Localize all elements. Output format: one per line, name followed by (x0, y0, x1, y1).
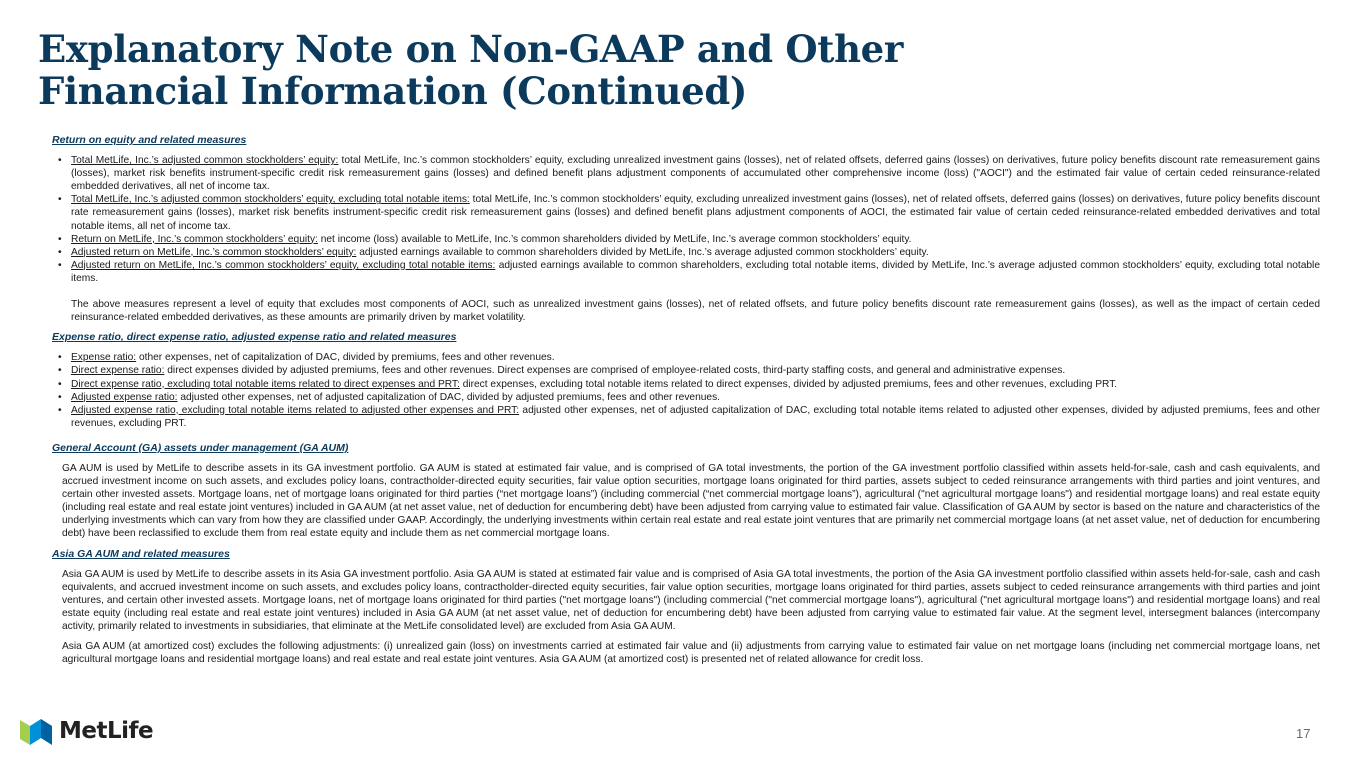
definition: direct expenses, excluding total notable items related to direct expenses, divided by adjusted premiums, fees and other revenues, excluding PRT. (459, 378, 1118, 390)
term: Adjusted expense ratio, excluding total notable items related to adjusted other expenses and PRT: (71, 404, 520, 416)
logo-text: MetLife (59, 717, 154, 744)
list-item (52, 233, 1320, 246)
list-item (52, 193, 1320, 232)
list-item (52, 154, 1320, 193)
section-expense-ratio (52, 331, 1320, 430)
list-item (52, 391, 1320, 404)
definition: adjusted earnings available to common shareholders, excluding total notable items, divided by MetLife, Inc.’s average adjusted common stockholders’ equity, excluding total notable items. (71, 259, 1320, 284)
term: Total MetLife, Inc.’s adjusted common stockholders’ equity: (71, 155, 339, 167)
definition: total MetLife, Inc.’s common stockholders’ equity, excluding unrealized investment gains (losses), net of related offsets, deferred gains (losses) on derivatives, future policy benefits discount rate remeasurement gains (losses), market risk benefits instrument-specific credit risk remeasurement gains (losses) and defined benefit plans adjustment components of accumulated other comprehensive income (loss) ("AOCI") and the estimated fair value of certain ceded reinsurance-related embedded derivatives, all net of income tax. (71, 155, 1320, 193)
definition: adjusted earnings available to common shareholders divided by MetLife, Inc.’s average adjusted common stockholders’ equity. (356, 246, 929, 258)
definition: direct expenses divided by adjusted premiums, fees and other revenues. Direct expenses are comprised of employee-related costs, third-party staffing costs, and general and administrative expenses. (164, 365, 1066, 377)
content-body (52, 134, 1320, 673)
section-heading: Asia GA AUM and related measures (52, 547, 230, 560)
title-line-2: Financial Information (Continued) (38, 69, 748, 113)
section-note: The above measures represent a level of equity that excludes most components of AOCI, such as unrealized investment gains (losses), net of related offsets, and future policy benefits discount rate remeasurement gains (losses), as well as the impact of certain ceded reinsurance-related embedded derivatives, as these amounts are primarily driven by market volatility. (71, 299, 1320, 324)
term: Return on MetLife, Inc.’s common stockholders’ equity: (71, 233, 318, 245)
term: Direct expense ratio, excluding total notable items related to direct expenses and PRT: (71, 378, 460, 390)
list-item (52, 259, 1320, 285)
term: Adjusted return on MetLife, Inc.’s common stockholders’ equity, excluding total notable items: (71, 259, 496, 271)
page-number: 17 (1296, 726, 1311, 741)
list-item (52, 378, 1320, 391)
metlife-logo-icon (20, 716, 52, 745)
section-heading: Expense ratio, direct expense ratio, adjusted expense ratio and related measures (52, 331, 457, 344)
definition: other expenses, net of capitalization of DAC, divided by premiums, fees and other revenues. (136, 352, 555, 364)
section-heading: General Account (GA) assets under management (GA AUM) (52, 441, 349, 454)
list-item (52, 364, 1320, 377)
term: Adjusted return on MetLife, Inc.’s common stockholders’ equity: (71, 246, 357, 258)
term: Direct expense ratio: (71, 365, 165, 377)
definition: adjusted other expenses, net of adjusted capitalization of DAC, excluding total notable items related to adjusted other expenses, divided by adjusted premiums, fees and other revenues, excluding PRT. (71, 404, 1320, 429)
section-asia-ga-aum (52, 548, 1320, 667)
definition: net income (loss) available to MetLife, Inc.’s common shareholders divided by MetLife, Inc.’s average common stockholders’ equity. (317, 233, 912, 245)
page-title (38, 28, 1138, 112)
list-item (52, 404, 1320, 430)
metlife-logo (20, 716, 153, 745)
definition: adjusted other expenses, net of adjusted capitalization of DAC, divided by adjusted premiums, fees and other revenues. (177, 391, 721, 403)
section-paragraph: GA AUM is used by MetLife to describe assets in its GA investment portfolio. GA AUM is stated at estimated fair value, and is comprised of GA total investments, the portion of the GA investment portfolio classified within assets held-for-sale, cash and cash equivalents, and accrued investment income on such assets, and excludes policy loans, contractholder-directed equity securities, fair value option securities, mortgage loans originated for third parties, assets subject to ceded reinsurance arrangements with third parties and joint ventures, and certain other invested assets. Mortgage loans, net of mortgage loans originated for third parties (“net mortgage loans”) (including commercial (“net commercial mortgage loans”), agricultural ("net agricultural mortgage loans") and residential mortgage loans) and real estate equity (including real estate and real estate joint ventures) included in GA AUM (at net asset value, net of deduction for encumbering debt) have been adjusted from carrying value to estimated fair value. Classification of GA AUM by sector is based on the nature and characteristics of the underlying investments which can vary from how they are classified under GAAP. Accordingly, the underlying investments within certain real estate and real estate joint ventures that are primarily net commercial mortgage loans (at net asset value, net of deduction for encumbering debt) have been reclassified to exclude them from real estate equity and include them as net commercial mortgage loans. (62, 462, 1320, 540)
section-ga-aum (52, 442, 1320, 541)
definition: total MetLife, Inc.’s common stockholders’ equity, excluding unrealized investment gains (losses), net of related offsets, deferred gains (losses) on derivatives, future policy benefits discount rate remeasurement gains (losses), market risk benefits instrument-specific credit risk remeasurement gains (losses) and defined benefit plans adjustment components of AOCI, the estimated fair value of certain ceded reinsurance-related embedded derivatives and total notable items, all net of income tax. (71, 194, 1320, 232)
list-item (52, 246, 1320, 259)
term: Expense ratio: (71, 352, 137, 364)
list-item (52, 351, 1320, 364)
section-paragraph: Asia GA AUM is used by MetLife to describe assets in its Asia GA investment portfolio. Asia GA AUM is stated at estimated fair value and is comprised of Asia GA total investments, the portion of the Asia GA investment portfolio classified within assets held-for-sale, cash and cash equivalents, and accrued investment income on such assets, and excludes policy loans, contractholder-directed equity securities, fair value option securities, mortgage loans originated for third parties, assets subject to ceded reinsurance arrangements with third parties and joint ventures, and certain other invested assets. Mortgage loans, net of mortgage loans originated for third parties ("net mortgage loans") (including commercial ("net commercial mortgage loans"), agricultural ("net agricultural mortgage loans") and residential mortgage loans) and real estate equity (including real estate and real estate joint ventures) included in Asia GA AUM (at net asset value, net of deduction for encumbering debt) have been adjusted from carrying value to estimated fair value. At the segment level, intersegment balances (intercompany activity, primarily related to investments in subsidiaries, that eliminate at the MetLife consolidated level) are excluded from Asia GA AUM. (62, 568, 1320, 632)
section-paragraph: Asia GA AUM (at amortized cost) excludes the following adjustments: (i) unrealized gain (loss) on investments carried at estimated fair value and (ii) adjustments from carrying value to estimated fair value on net mortgage loans (including net commercial mortgage loans, net agricultural mortgage loans and residential mortgage loans) and real estate and real estate joint ventures. Asia GA AUM (at amortized cost) is presented net of related allowance for credit loss. (62, 641, 1320, 666)
title-line-1: Explanatory Note on Non-GAAP and Other (38, 27, 904, 71)
section-heading: Return on equity and related measures (52, 134, 247, 146)
term: Total MetLife, Inc.’s adjusted common stockholders’ equity, excluding total notable items: (71, 194, 470, 206)
bullet-list (52, 351, 1320, 430)
bullet-list (52, 154, 1320, 285)
term: Adjusted expense ratio: (71, 391, 178, 403)
section-return-on-equity (52, 134, 1320, 324)
